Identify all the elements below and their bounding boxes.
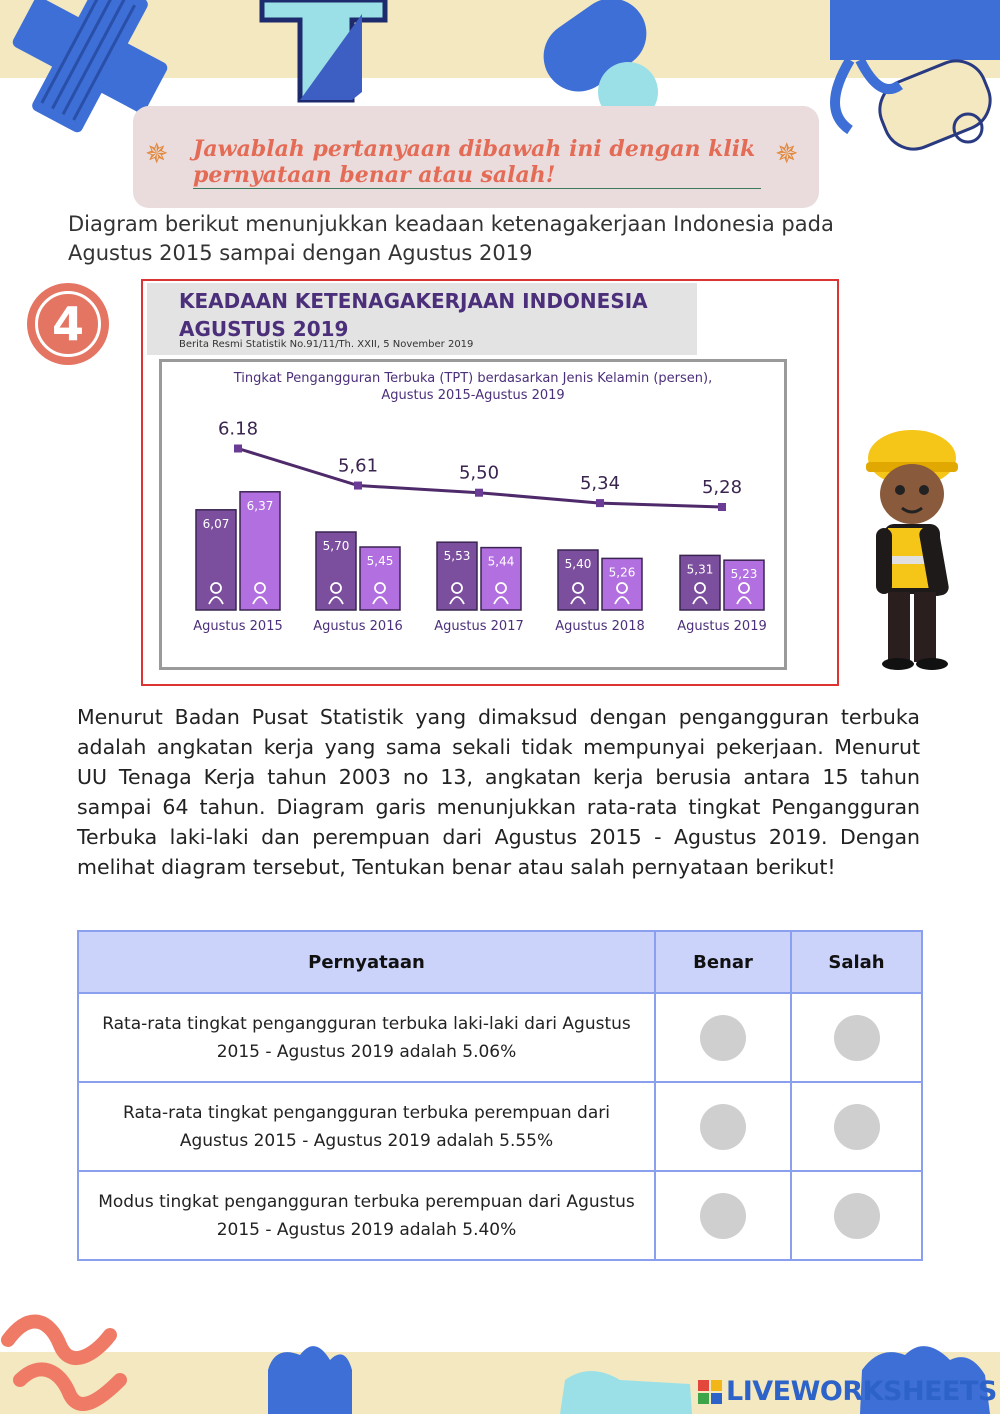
bar-label-female: 5,44 <box>487 554 515 569</box>
chart-header-title <box>179 287 648 343</box>
bar-label-male: 6,07 <box>202 516 230 531</box>
tpt-label: 5,28 <box>701 477 743 498</box>
chart-header-title-line1: KEADAAN KETENAGAKERJAAN INDONESIA <box>179 289 648 313</box>
statement-cell: Rata-rata tingkat pengangguran terbuka laki-laki dari Agustus 2015 - Agustus 2019 adalah 5.06% <box>78 993 655 1082</box>
bar-label-female: 5,45 <box>366 554 394 568</box>
true-cell <box>655 1082 791 1171</box>
chart-source: Berita Resmi Statistik No.91/11/Th. XXII, 5 November 2019 <box>179 339 474 350</box>
chart-title-line2: Agustus 2015-Agustus 2019 <box>381 388 565 403</box>
false-option-radio[interactable] <box>834 1193 880 1239</box>
question-number-badge <box>27 283 109 365</box>
false-cell <box>791 1082 922 1171</box>
chart-header-title-line2: AGUSTUS 2019 <box>179 317 349 341</box>
table-row <box>78 993 922 1082</box>
chart-header <box>147 283 697 355</box>
logo-text: LIVEWORKSHEETS <box>726 1376 997 1407</box>
question-paragraph: Menurut Badan Pusat Statistik yang dimaksud dengan pengangguran terbuka adalah angkatan kerja yang sama sekali tidak mempunyai pekerjaan. Menurut UU Tenaga Kerja tahun 2003 no 13, angkatan kerja berusia antara 15 tahun sampai 64 tahun. Diagram garis menunjukkan rata-rata tingkat Pengangguran Terbuka laki-laki dan perempuan dari Agustus 2015 - Agustus 2019. Dengan melihat diagram tersebut, Tentukan benar atau salah pernyataan berikut! <box>77 705 920 879</box>
false-option-radio[interactable] <box>834 1015 880 1061</box>
header-false: Salah <box>791 931 922 993</box>
t-shape-decoration <box>262 0 385 100</box>
table-row <box>78 1082 922 1171</box>
tpt-label: 5,61 <box>337 455 379 477</box>
tpt-point <box>234 445 242 453</box>
star-icon: ✵ <box>145 138 169 169</box>
statement-cell: Modus tingkat pengangguran terbuka perempuan dari Agustus 2015 - Agustus 2019 adalah 5.40% <box>78 1171 655 1260</box>
bar-label-male: 5,31 <box>686 562 714 577</box>
cloud-shape-decoration <box>268 1346 352 1414</box>
x-axis-tick-label: Agustus 2019 <box>677 619 767 634</box>
tpt-point <box>475 489 483 497</box>
intro-text: Diagram berikut menunjukkan keadaan ketenagakerjaan Indonesia pada Agustus 2015 sampai dengan Agustus 2019 <box>68 212 834 265</box>
squiggle-decoration <box>8 1321 120 1404</box>
diploma-decoration <box>830 0 1000 158</box>
false-option-radio[interactable] <box>834 1104 880 1150</box>
true-option-radio[interactable] <box>700 1015 746 1061</box>
instruction-banner <box>133 106 819 208</box>
chart-title-line1: Tingkat Pengangguran Terbuka (TPT) berdasarkan Jenis Kelamin (persen), <box>233 371 713 386</box>
liveworksheets-logo-icon <box>698 1380 722 1404</box>
tpt-point <box>596 499 604 507</box>
true-option-radio[interactable] <box>700 1104 746 1150</box>
instruction-text: Jawablah pertanyaan dibawah ini dengan klik pernyataan benar atau salah! <box>193 136 756 188</box>
capsule-decoration <box>530 0 660 122</box>
true-cell <box>655 1171 791 1260</box>
x-axis-tick-label: Agustus 2018 <box>555 619 645 634</box>
false-cell <box>791 1171 922 1260</box>
bar-label-male: 5,70 <box>322 539 350 553</box>
cloud-shape-decoration <box>560 1371 692 1414</box>
chart-frame <box>141 279 839 686</box>
header-statement: Pernyataan <box>78 931 655 993</box>
chart-box <box>159 359 787 670</box>
true-option-radio[interactable] <box>700 1193 746 1239</box>
tpt-point <box>354 482 362 490</box>
star-icon: ✵ <box>775 138 799 169</box>
x-axis-tick-label: Agustus 2015 <box>193 619 283 634</box>
bar-label-male: 5,53 <box>443 549 471 564</box>
false-cell <box>791 993 922 1082</box>
x-axis-tick-label: Agustus 2017 <box>434 619 524 634</box>
tpt-point <box>718 503 726 511</box>
table-row <box>78 1171 922 1260</box>
bar-label-female: 6,37 <box>246 498 274 513</box>
bar-label-female: 5,26 <box>608 565 636 580</box>
unemployment-chart <box>162 362 784 667</box>
true-cell <box>655 993 791 1082</box>
tpt-label: 6.18 <box>217 418 259 440</box>
header-true: Benar <box>655 931 791 993</box>
worker-character-illustration <box>862 428 962 673</box>
true-false-table <box>77 930 923 1261</box>
tpt-label: 5,50 <box>458 462 500 484</box>
tpt-label: 5,34 <box>579 473 621 495</box>
x-axis-tick-label: Agustus 2016 <box>313 619 403 634</box>
bar-label-female: 5,23 <box>730 567 758 582</box>
statement-cell: Rata-rata tingkat pengangguran terbuka perempuan dari Agustus 2015 - Agustus 2019 adalah 5.55% <box>78 1082 655 1171</box>
question-number: 4 <box>35 291 101 357</box>
banner-underline <box>193 188 761 189</box>
liveworksheets-logo[interactable] <box>698 1376 997 1407</box>
bar-label-male: 5,40 <box>564 557 592 571</box>
table-header-row <box>78 931 922 993</box>
